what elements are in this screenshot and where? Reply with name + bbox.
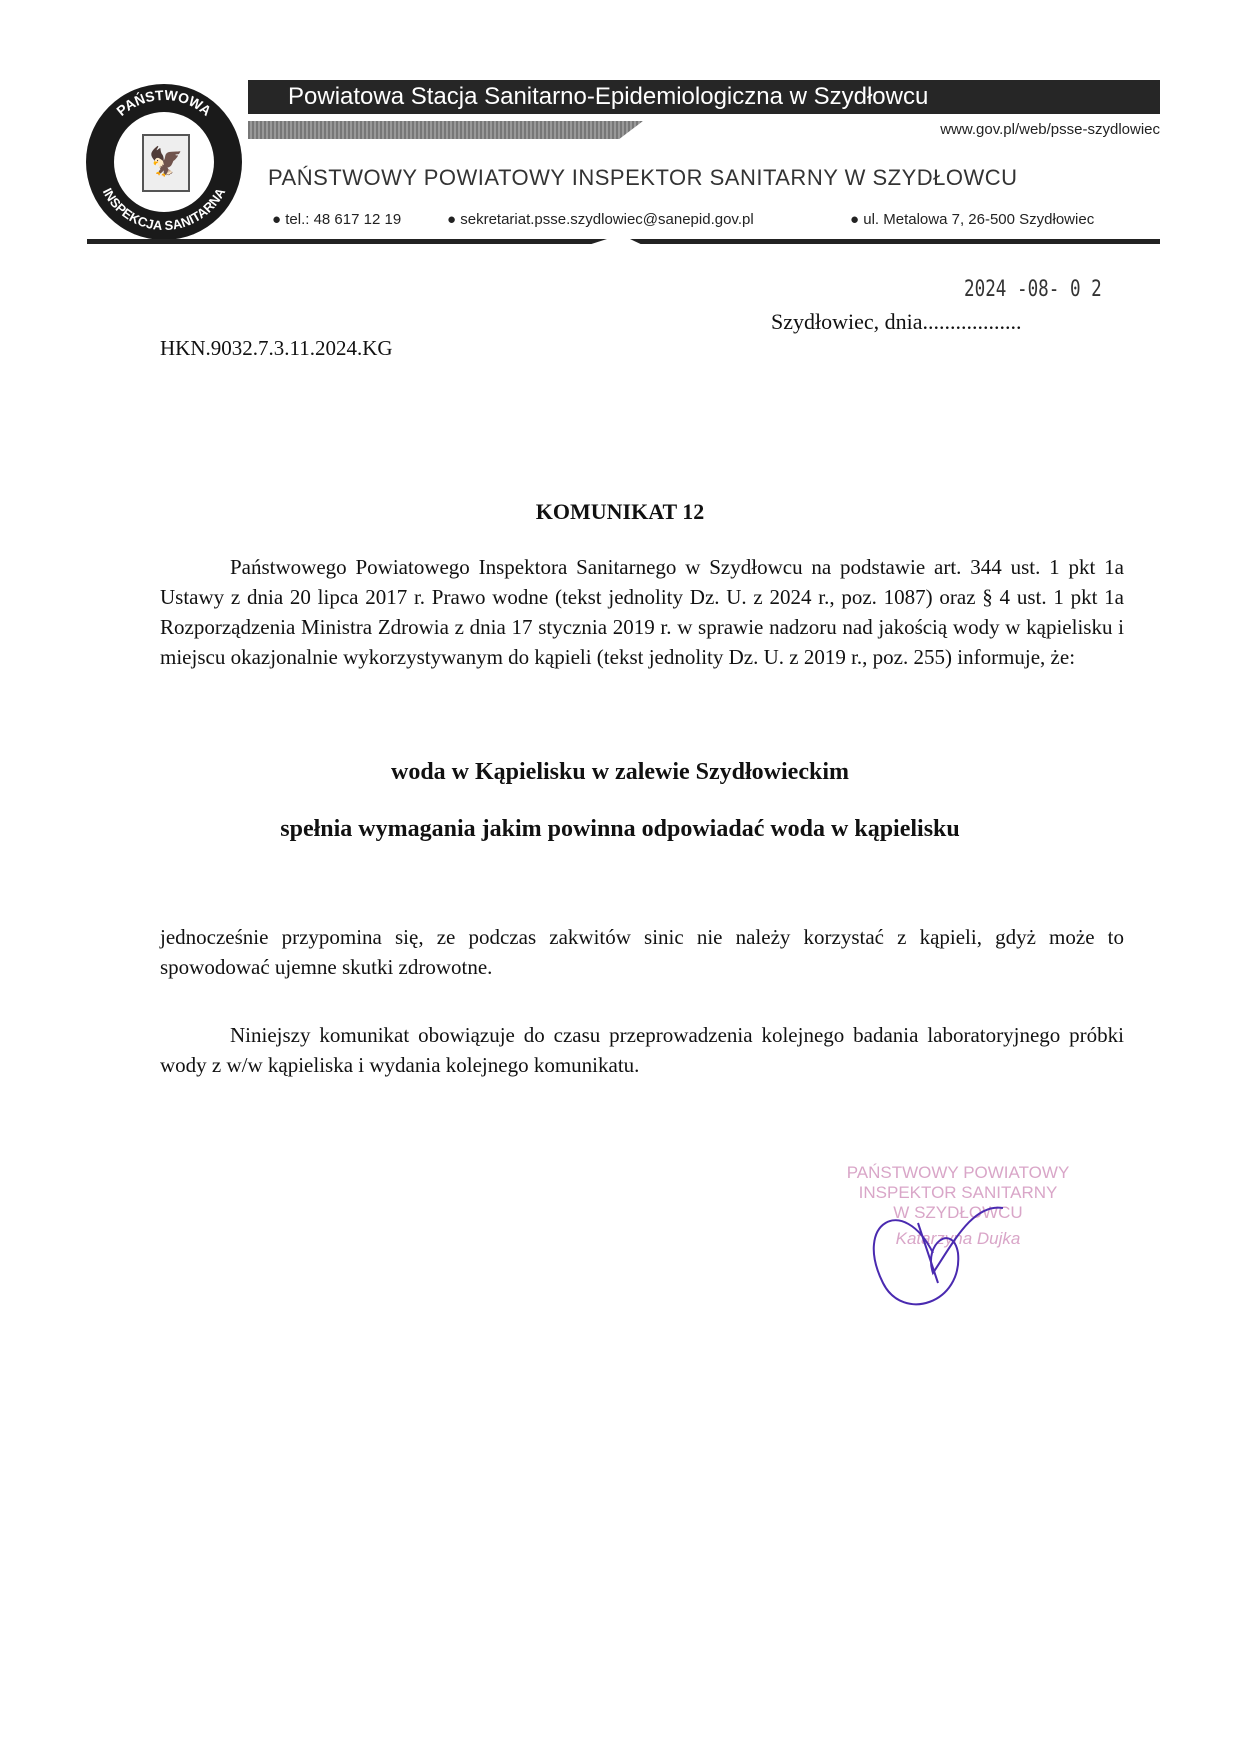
validity-paragraph: Niniejszy komunikat obowiązuje do czasu przeprowadzenia kolejnego badania laboratoryjnego próbki wody z w/w kąpieliska i wydania kolejnego komunikatu. bbox=[160, 1023, 1124, 1077]
logo-text-bottom: INSPEKCJA SANITARNA bbox=[99, 185, 229, 234]
contact-address: ● ul. Metalowa 7, 26-500 Szydłowiec bbox=[850, 211, 1095, 228]
official-stamp bbox=[833, 1163, 1083, 1303]
place-date: Szydłowiec, dnia.................. bbox=[771, 309, 1022, 334]
stamp-line: INSPEKTOR SANITARNY bbox=[858, 1183, 1058, 1202]
inspector-title: PAŃSTWOWY POWIATOWY INSPEKTOR SANITARNY W SZYDŁOWCU bbox=[268, 165, 1018, 190]
svg-text:PAŃSTWOWA bbox=[113, 87, 214, 119]
reminder-paragraph: jednocześnie przypomina się, ze podczas zakwitów sinic nie należy korzystać z kąpieli, gdyż może to spowodować ujemne skutki zdrowotne. bbox=[160, 925, 1124, 979]
stamp-line: PAŃSTWOWY POWIATOWY bbox=[846, 1163, 1070, 1182]
eagle-emblem-icon: 🦅 bbox=[142, 134, 190, 192]
logo-ring-text bbox=[86, 84, 242, 240]
address-text: ul. Metalowa 7, 26-500 Szydłowiec bbox=[863, 211, 1095, 228]
logo-text-top: PAŃSTWOWA bbox=[113, 86, 215, 119]
date-stamp: 2024 -08- 0 2 bbox=[964, 277, 1102, 302]
contact-email[interactable]: ● sekretariat.psse.szydlowiec@sanepid.gov.pl bbox=[447, 211, 754, 228]
stamp-line: W SZYDŁOWCU bbox=[893, 1203, 1023, 1222]
phone-text: tel.: 48 617 12 19 bbox=[285, 211, 402, 228]
contact-phone: ● tel.: 48 617 12 19 bbox=[272, 211, 402, 228]
signature-icon bbox=[863, 1183, 1013, 1313]
inspection-logo bbox=[86, 84, 242, 240]
organization-banner: Powiatowa Stacja Sanitarno-Epidemiologiczna w Szydłowcu bbox=[248, 80, 1160, 114]
email-text: sekretariat.psse.szydlowiec@sanepid.gov.pl bbox=[460, 211, 754, 228]
header-rule-right bbox=[630, 239, 1160, 244]
svg-text:INSPEKCJA SANITARNA bbox=[100, 185, 229, 233]
reference-number: HKN.9032.7.3.11.2024.KG bbox=[160, 336, 393, 360]
document-title: KOMUNIKAT 12 bbox=[535, 499, 705, 524]
website-link[interactable]: www.gov.pl/web/psse-szydlowiec bbox=[940, 121, 1160, 138]
intro-paragraph: Państwowego Powiatowego Inspektora Sanitarnego w Szydłowcu na podstawie art. 344 ust. 1 pkt 1a Ustawy z dnia 20 lipca 2017 r. Prawo wodne (tekst jednolity Dz. U. z 2024 r., poz. 1087) oraz § 4 ust. 1 pkt 1a Rozporządzenia Ministra Zdrowia z dnia 17 stycznia 2019 r. w sprawie nadzoru nad jakością wody w kąpielisku i miejscu okazjonalnie wykorzystywanym do kąpieli (tekst jednolity Dz. U. z 2019 r., poz. 255) informuje, że: bbox=[160, 555, 1124, 669]
headline-requirements: spełnia wymagania jakim powinna odpowiadać woda w kąpielisku bbox=[280, 816, 960, 842]
stamp-name: Katarzyna Dujka bbox=[895, 1229, 1021, 1248]
headline-water: woda w Kąpielisku w zalewie Szydłowieckim bbox=[390, 759, 849, 785]
decorative-stripe bbox=[248, 121, 643, 139]
